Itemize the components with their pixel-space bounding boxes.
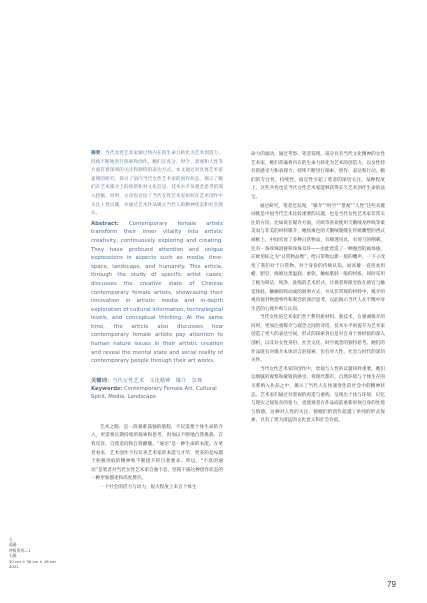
body-right-paragraph: 命力的涌动。通过考察、笔者发现，部分具有当代文化精神的女性艺术家，她们普遍将内在的生命力转化为艺术的创造力，以女性特有的感受力和表现力，持续不断进行探索、创作、表达和行动。她们的专注性、持续性、稳定性引起了笔者的深切关注，某种程度上，这些共性也是当代女性艺术家能够获得长久艺术创作生命的法宝。	[251, 152, 385, 200]
caption-line: 石蜡	[9, 553, 17, 559]
caption-line: 2021	[9, 564, 19, 570]
body-right-paragraph: 当代女性艺术家的创作中，景观与人性的议题同样重要。她们以细腻的观察和敏锐的感受，将现代都市、自然环境与个体生存的关系纳入作品之中，揭示了当代人在快速变化的社会中的精神状态。艺术家们通过对景观的再造与重构，呈现出个体与环境、记忆与现实之间复杂的张力，也使观者在作品面前重新审视自身的处境与情感。这种对人性的关注，使她们的创作超越了单纯的形式探索，具有了更为深远的文化意义和社会价值。	[251, 366, 385, 424]
keywords-zh-label: 关键词：	[91, 377, 113, 384]
body-right-paragraph: 当代女性的艺术家们善于利用新材料、新技术，在强调媒介的同时，更加注重媒介与观念之间的对话。技术水平的提升为艺术家创造了更大的表达空间，形式的探索背后是对自身个体经验的深入剖析，以及对女性身份、社会文化、时空观念的独特思考。她们的作品既有对媒介本体语言的探索，也有对人性、社会与时代的深切关怀。	[251, 315, 385, 364]
abstract-english	[91, 220, 223, 366]
keywords-en-text: Contemporary Female Art, Cultural Spirit, Media, Landscape	[91, 386, 217, 401]
keywords-en	[91, 385, 223, 402]
keywords-en-label: Keywords:	[91, 386, 123, 393]
abstract-en-text: Contemporary female artists transform their inner vitality into artistic creativity, continuously exploring and creating. They have profound attention and unique expressions in aspects such as media, time-space, landscape, and humanity. This article, through the study of specific artist cases, discusses the creative state of Chinese contemporary female artists, showcasing their innovation in artistic media and in-depth exploration of cultural information, technological levels, and conceptual thinking. At the same time, the article also discusses how contemporary female artists pay attention to human nature issues in their artistic creation and reveal the mental state and social reality of contemporary people through their art works.	[91, 220, 223, 365]
right-column	[251, 151, 385, 426]
body-left	[91, 424, 223, 493]
abstract-zh-label: 摘要：	[91, 151, 106, 156]
figure-caption	[9, 537, 69, 569]
keywords-block	[91, 377, 223, 402]
body-left-paragraph: 艺术之路，是一段艰难孤独的旅程，不仅需要个体生命的介入，更需要长期持续的探索和思考，再加以不断地自我挑战、自我反省、自我追问和自我颠覆。“通达”是一种生命的本能。在笔者看来，艺术创作不仅仅喜艺术家的本能与才华，更多的是每越于积极进取的精神和不断提升的自我要求。所以，“不息的通动”是笔者对当代女性艺术家自强不息、坚韧不拔这种创作状态的一种形象描述和高度赞许。	[91, 424, 223, 482]
caption-line: 高璇	[9, 542, 17, 548]
abstract-zh-text: 当代女性艺术家通过将内在的生命力转化为艺术创造力，持续不断地进行探索和创作。她们在真分、时空、景观和人性等方面有着探到的关注和独特的表达方式。本文通过对具体艺术家案例的研究，探讨了国内当代女性艺术家的创作状态，揭示了她们在艺术媒介上的创新和对文化信息、技术水平及观念思考的深入挖掘。同时，文章也讨论了当代女性艺术家如何在艺术创作中关注人性议题，并通过艺术作品揭示当代人的精神状态和社会现实。	[91, 151, 223, 217]
caption-line: 50 cm × 38 cm × 18 cm	[9, 558, 56, 564]
keywords-zh-text: 当代女性艺术 文化精神 媒介 景观	[112, 377, 203, 384]
abstract-chinese	[91, 150, 223, 219]
body-left-paragraph: 一个社会的活力与动力，很大程度上来自个体生	[100, 484, 197, 490]
left-column	[91, 150, 223, 492]
page-number: 79	[387, 580, 396, 589]
abstract-en-label: Abstract:	[91, 220, 120, 227]
caption-line: 左	[9, 537, 13, 542]
keywords-zh	[91, 377, 223, 385]
caption-line: 呼吸系列—1	[9, 547, 31, 553]
body-right-paragraph: 通过研究，笔者还发现，“媒介”“时空”“景观”“人性”这些关键词既是中国当代艺术比较重要的议题，也是当代女性艺术家非常关注的方向。比如说在媒介方面，应欧等喜欢使用天鹅绒及纱线等柔美而与非美的材料媒介，她将寓色的天鹅绒裹缝在传统雕塑的西式画框上，中间夹放了多种日常物品，有剔透用具，有剪刀的倒刺，还有一条珍珠项链和珍珠耳环——由此营造了一种强烈的画场感。应欧用标之为“日常物品像”，给日常物以新一般的嘴声，一下子改变了我们对于日常物、对于身份的传统认知。而高璇一直喜欢用蜡、肥皂、海绵这类温润、柔软、触如肌肤一般的材质，同时采用了极为简洁、纯净、洗练的艺术形式，让观者将眼光收在感官与触觉体验、触触的鸣动或的叙事方式，并从非常规的材料中，媒介的视角使对物理事件和观念的深层思考，以此揭示当代人在平衡中对生活的心理共鸣与认知。	[251, 203, 385, 312]
